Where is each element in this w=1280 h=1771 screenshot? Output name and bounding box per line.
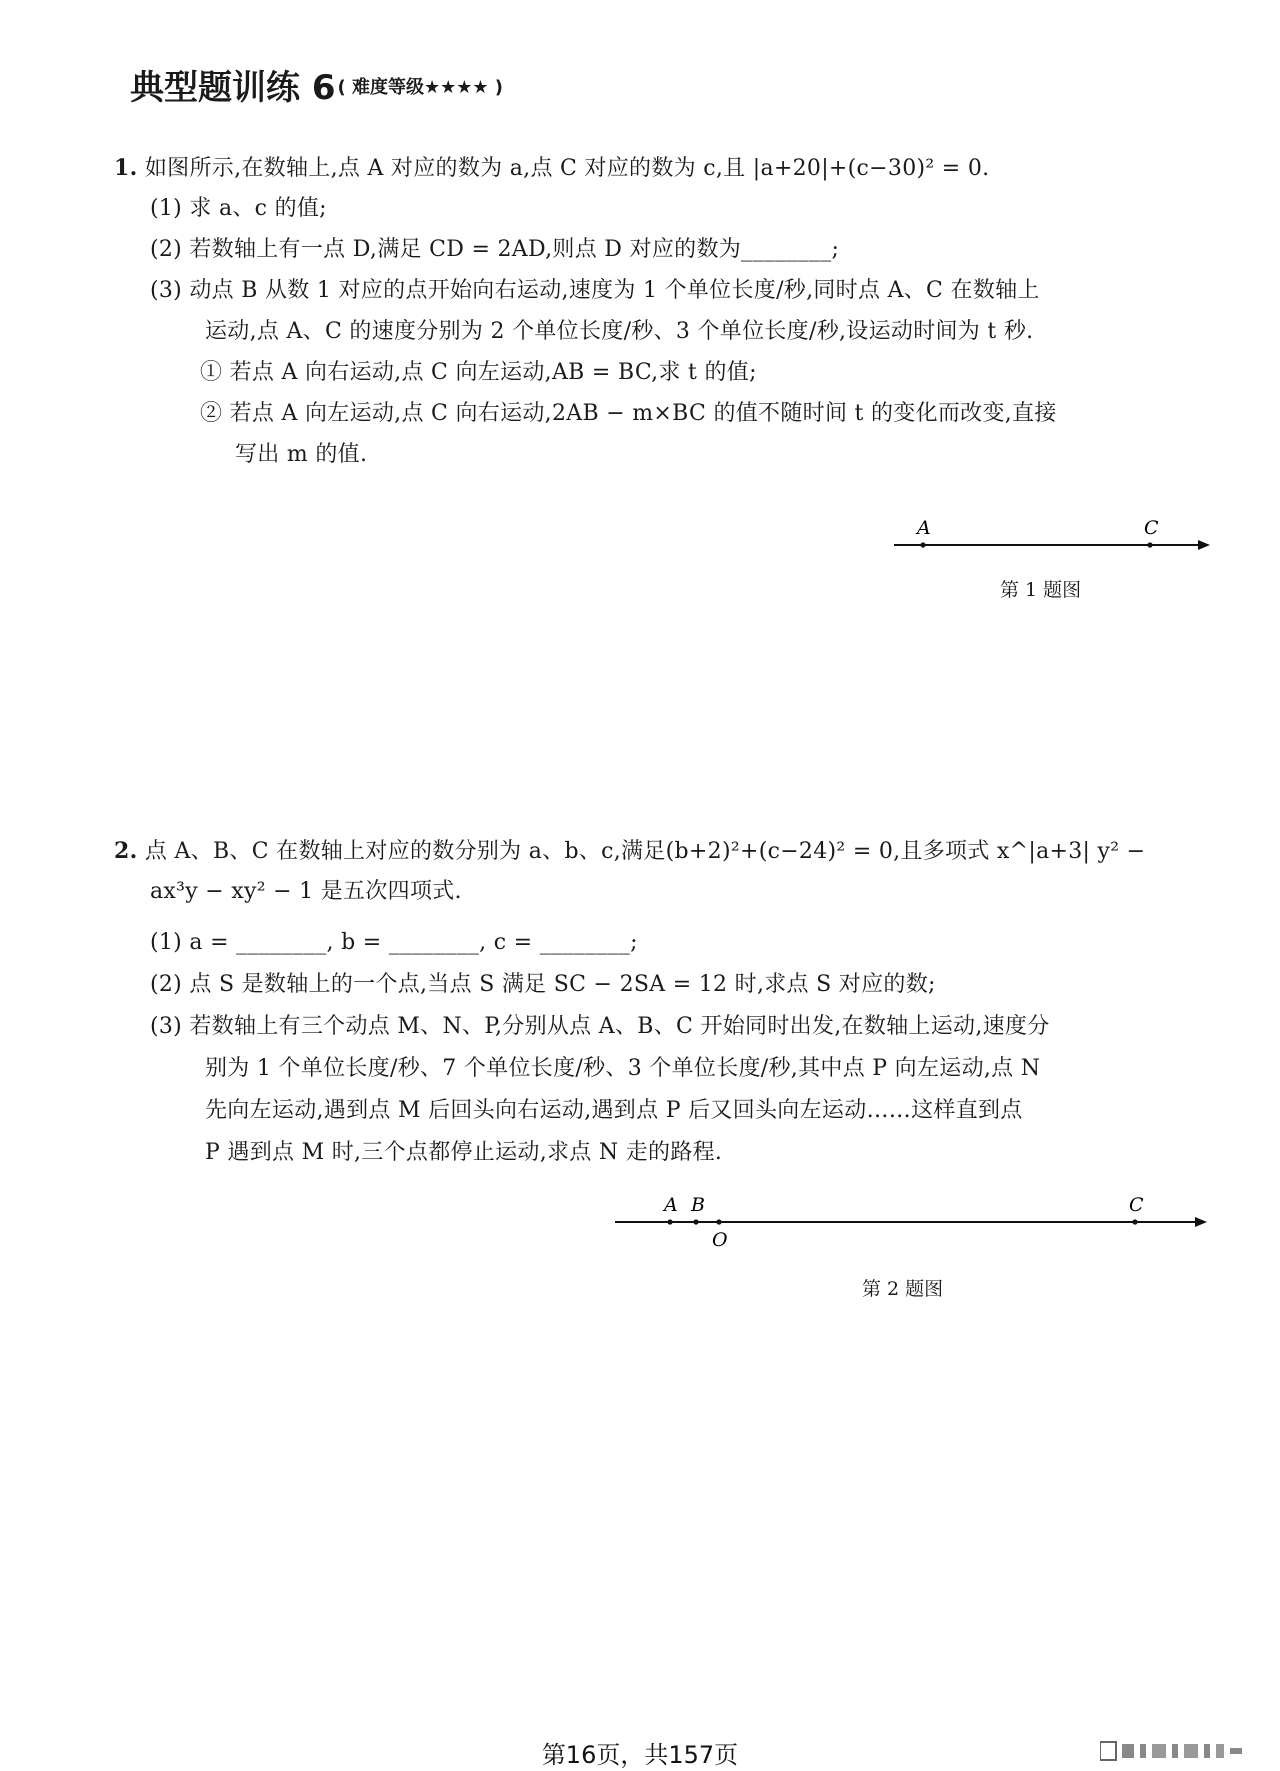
q2-stem-text: 点 A、B、C 在数轴上对应的数分别为 a、b、c,满足(b+2)²+(c−24)² = 0,且多项式 x^|a+3| y² − (144, 839, 1146, 864)
difficulty-label: ( 难度等级★★★★ ) (337, 77, 504, 98)
q1-number: 1. (114, 155, 138, 181)
q1-label-c: C (1144, 517, 1159, 539)
q2-axis-arrow (1195, 1217, 1207, 1227)
page-title (130, 60, 503, 109)
q2-point-c (1132, 1219, 1137, 1224)
q2-figure-caption: 第 2 题图 (862, 1278, 944, 1300)
q2-point-a (667, 1219, 672, 1224)
q1-part-2: (2) 若数轴上有一点 D,满足 CD = 2AD,则点 D 对应的数为________; (150, 237, 840, 262)
q1-point-a (920, 542, 925, 547)
q2-stem-line-2: ax³y − xy² − 1 是五次四项式. (150, 879, 462, 904)
q1-part-3-line-2: 运动,点 A、C 的速度分别为 2 个单位长度/秒、3 个单位长度/秒,设运动时间为 t 秒. (205, 319, 1034, 344)
q2-part-3-line-3: 先向左运动,遇到点 M 后回头向右运动,遇到点 P 后又回头向左运动……这样直到点 (205, 1098, 1023, 1123)
q1-part-3-sub-2-line-2: 写出 m 的值. (235, 442, 368, 467)
q2-label-a: A (664, 1194, 678, 1216)
q1-part-3-sub-2-line-1: ② 若点 A 向左运动,点 C 向右运动,2AB − m×BC 的值不随时间 t 的变化而改变,直接 (200, 401, 1057, 426)
q1-part-3-line-1: (3) 动点 B 从数 1 对应的点开始向右运动,速度为 1 个单位长度/秒,同时点 A、C 在数轴上 (150, 278, 1040, 303)
q2-label-b: B (691, 1194, 705, 1216)
q2-part-3-line-1: (3) 若数轴上有三个动点 M、N、P,分别从点 A、B、C 开始同时出发,在数轴上运动,速度分 (150, 1014, 1050, 1039)
q1-stem-text: 如图所示,在数轴上,点 A 对应的数为 a,点 C 对应的数为 c,且 |a+20|+(c−30)² = 0. (144, 156, 990, 181)
q2-number-line (610, 1190, 1220, 1260)
page-number: 第16页，共157页 (541, 1741, 739, 1769)
q2-point-b (693, 1219, 698, 1224)
q1-figure-caption: 第 1 题图 (1000, 579, 1082, 601)
q2-stem-line-1 (114, 836, 1145, 867)
page-title-text: 典型题训练 6 (130, 68, 336, 108)
q2-part-3-line-2: 别为 1 个单位长度/秒、7 个单位长度/秒、3 个单位长度/秒,其中点 P 向左运动,点 N (205, 1056, 1041, 1081)
q2-point-o (716, 1219, 721, 1224)
q1-label-a: A (917, 517, 931, 539)
q1-part-3-sub-1: ① 若点 A 向右运动,点 C 向左运动,AB = BC,求 t 的值; (200, 360, 757, 385)
q2-part-1: (1) a = ________, b = ________, c = ________; (150, 930, 638, 955)
q1-part-1: (1) 求 a、c 的值; (150, 196, 327, 221)
q1-axis-arrow (1198, 540, 1210, 550)
q2-part-2: (2) 点 S 是数轴上的一个点,当点 S 满足 SC − 2SA = 12 时,求点 S 对应的数; (150, 972, 936, 997)
q2-label-c: C (1129, 1194, 1144, 1216)
q1-stem (114, 153, 989, 184)
q1-point-c (1147, 542, 1152, 547)
scan-watermark (1100, 1740, 1250, 1762)
q2-part-3-line-4: P 遇到点 M 时,三个点都停止运动,求点 N 走的路程. (205, 1140, 723, 1165)
q2-label-o: O (712, 1229, 728, 1251)
q2-number: 2. (114, 838, 138, 864)
q1-number-line (880, 510, 1220, 560)
